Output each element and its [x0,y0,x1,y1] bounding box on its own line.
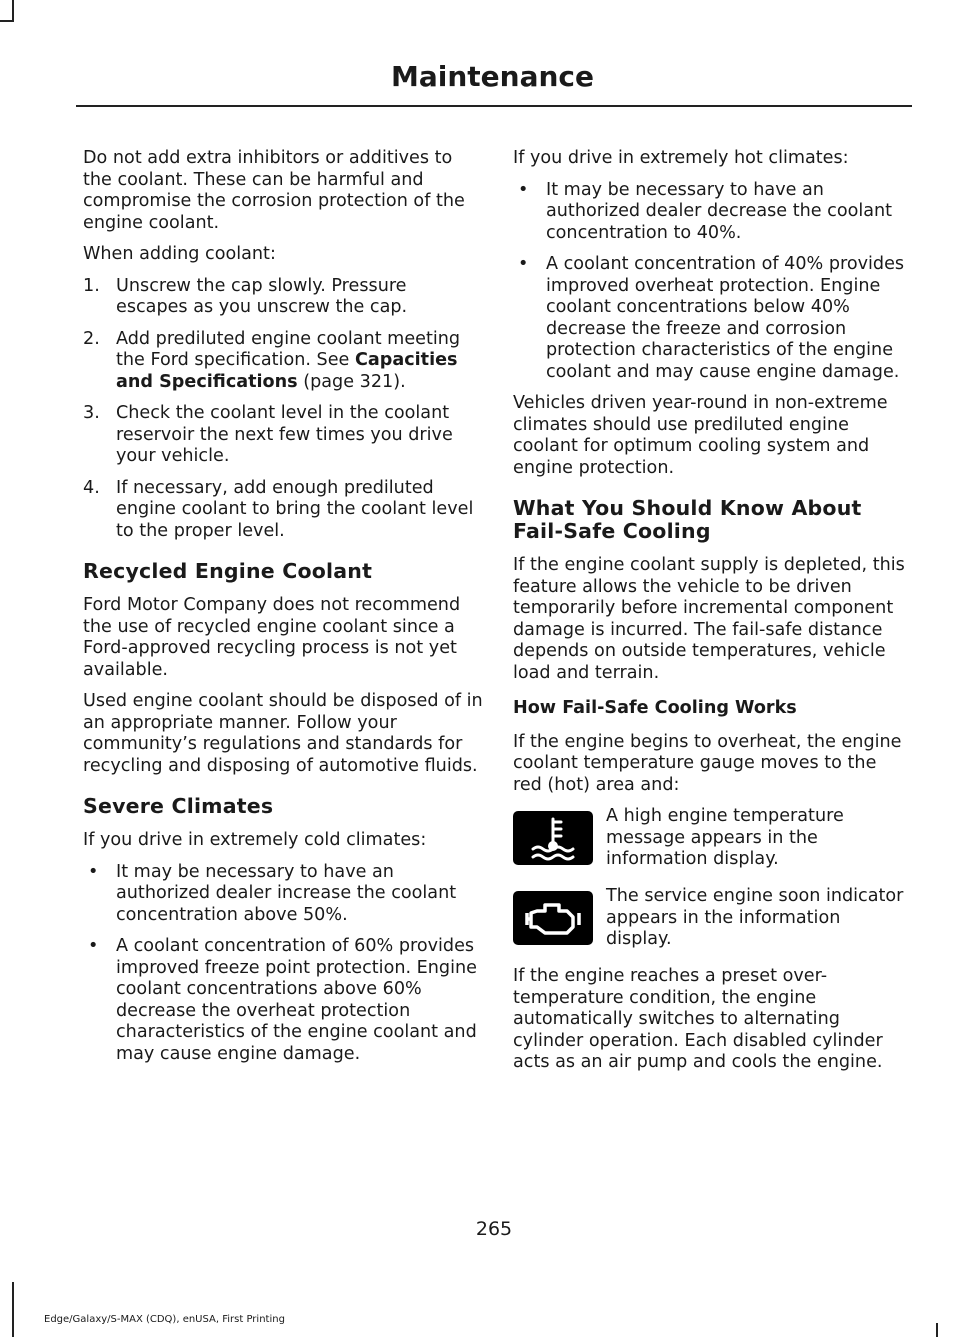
coolant-steps-list [83,276,483,543]
step-number: 4. [83,477,100,498]
step-page-ref: (page 321). [297,371,406,392]
step-number: 1. [83,275,100,296]
year-round-paragraph: Vehicles driven year-round in non-extreme climates should use prediluted engine coolant for optimum cooling system and engine protection. [513,393,888,478]
bullet-text: A coolant concentration of 60% provides improved freeze point protection. Engine coolant concentrations above 60% decrease the overheat protection characteristics of the engine coolant and may cause engine damage. [116,936,477,1064]
how-failsafe-paragraph: If the engine begins to overheat, the engine coolant temperature gauge moves to the red (hot) area and: [513,731,902,795]
bullet-text: It may be necessary to have an authorized dealer decrease the coolant concentration to 40%. [546,179,893,243]
recycled-paragraph-1: Ford Motor Company does not recommend the use of recycled engine coolant since a Ford-approved recycling process is not yet available. [83,595,461,680]
list-item [83,329,483,394]
failsafe-paragraph: If the engine coolant supply is depleted, this feature allows the vehicle to be driven temporarily before incremental component damage is incurred. The fail-safe distance depends on outside temperatures, vehicle load and terrain. [513,555,905,683]
check-engine-text: The service engine soon indicator appears in the information display. [606,886,904,949]
crop-mark-top-left-h [0,20,14,22]
coolant-warning-row [513,806,908,886]
bullet-text: A coolant concentration of 40% provides improved overheat protection. Engine coolant concentrations below 40% decrease the freeze and corrosion protection characteristics of the engine coolant and may cause engine damage. [546,254,905,382]
list-item [513,180,908,245]
coolant-warning-text: A high engine temperature message appears in the information display. [606,806,844,869]
hot-climate-list [513,180,908,384]
failsafe-heading: What You Should Know About Fail-Safe Cooling [513,496,862,543]
list-item [83,936,483,1065]
right-column [513,148,908,1084]
header-rule [76,105,912,107]
step-text: Check the coolant level in the coolant reservoir the next few times you drive your vehicle. [116,403,453,466]
check-engine-row [513,886,908,966]
list-item [83,276,483,319]
step-text: If necessary, add enough prediluted engine coolant to bring the coolant level to the proper level. [116,477,474,541]
bullet-text: It may be necessary to have an authorized dealer increase the coolant concentration above 50%. [116,861,457,925]
bullet: • [88,861,99,882]
list-item [513,254,908,383]
page-title: Maintenance [390,60,594,93]
recycled-coolant-heading: Recycled Engine Coolant [83,559,373,583]
severe-climates-heading: Severe Climates [83,794,274,818]
check-engine-icon [513,891,593,945]
list-item [83,478,483,543]
intro-paragraph: Do not add extra inhibitors or additives to the coolant. These can be harmful and compromise the corrosion protection of the engine coolant. [83,148,465,233]
final-paragraph: If the engine reaches a preset over-temperature condition, the engine automatically switches to alternating cylinder operation. Each disabled cylinder acts as an air pump and cools the engine. [513,966,883,1072]
list-item [83,862,483,927]
page-number: 265 [475,1218,513,1240]
hot-intro-paragraph: If you drive in extremely hot climates: [513,148,849,168]
when-adding-paragraph: When adding coolant: [83,244,276,264]
bullet: • [88,936,99,956]
list-item [83,403,483,468]
coolant-temperature-icon [513,811,593,865]
print-footer: Edge/Galaxy/S-MAX (CDQ), enUSA, First Printing [44,1314,285,1325]
how-failsafe-heading: How Fail-Safe Cooling Works [513,698,797,718]
step-number: 3. [83,403,100,423]
crop-mark-bottom-right-v [936,1323,938,1337]
recycled-paragraph-2: Used engine coolant should be disposed of in an appropriate manner. Follow your community’s regulations and standards for recycling and disposing of automotive fluids. [83,691,483,776]
cold-climate-list [83,862,483,1066]
bullet: • [518,179,529,200]
capacities-link[interactable]: Capacities and Specifications [116,350,458,392]
step-text: Unscrew the cap slowly. Pressure escapes as you unscrew the cap. [116,275,408,317]
crop-mark-top-left-v [12,0,14,22]
cold-intro-paragraph: If you drive in extremely cold climates: [83,830,427,850]
step-text: Add prediluted engine coolant meeting the Ford specification. See [116,328,461,370]
left-column [83,148,483,1075]
crop-mark-bottom-left-v [12,1282,14,1337]
step-number: 2. [83,328,100,349]
bullet: • [518,254,529,274]
